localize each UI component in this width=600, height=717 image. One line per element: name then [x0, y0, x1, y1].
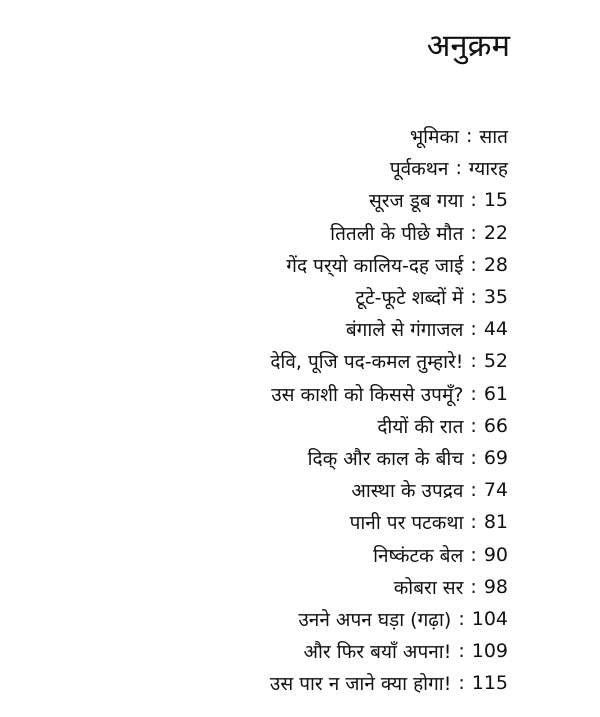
toc-separator: : [470, 446, 477, 469]
toc-separator: : [465, 125, 473, 148]
toc-entry [270, 538, 508, 570]
toc-entry-title: भूमिका [409, 126, 459, 149]
toc-entry-title: दिक् और काल के बीच [307, 447, 464, 470]
toc-entry [270, 442, 508, 474]
toc-separator: : [470, 318, 477, 341]
toc-entry [270, 313, 508, 345]
toc-separator: : [470, 253, 477, 276]
toc-entry-title: देवि, पूजि पद-कमल तुम्हारे! [270, 351, 464, 374]
table-of-contents [270, 120, 508, 699]
toc-separator: : [470, 479, 477, 502]
toc-entry-page: 81 [483, 511, 508, 534]
toc-separator: : [455, 157, 462, 180]
toc-entry-page: 44 [483, 318, 508, 341]
toc-separator: : [470, 382, 477, 405]
toc-separator: : [470, 350, 477, 373]
toc-entry-title: निष्कंटक बेल [373, 544, 464, 567]
toc-entry-page: 74 [483, 479, 508, 502]
toc-entry-title: तितली के पीछे मौत [330, 222, 464, 245]
toc-separator: : [458, 607, 465, 630]
toc-entry-page: 61 [483, 382, 508, 405]
toc-entry-title: सूरज डूब गया [368, 190, 464, 213]
toc-entry [270, 345, 508, 377]
toc-entry-title: पूर्वकथन [389, 158, 449, 181]
toc-entry [270, 635, 508, 667]
toc-entry-title: दीयों की रात [377, 415, 464, 438]
toc-entry-title: बंगाले से गंगाजल [345, 319, 464, 342]
toc-entry-page: 28 [483, 253, 508, 276]
toc-entry [270, 571, 508, 603]
toc-entry [270, 249, 508, 281]
toc-entry-page: 35 [483, 286, 508, 309]
toc-separator: : [470, 543, 477, 566]
page-title: अनुक्रम [426, 28, 510, 64]
toc-entry [270, 474, 508, 506]
toc-entry-title: उस पार न जाने क्या होगा! [269, 673, 452, 696]
toc-separator: : [470, 189, 477, 212]
toc-entry-page: सात [479, 126, 508, 149]
toc-entry [270, 506, 508, 538]
toc-entry-page: 22 [483, 221, 508, 244]
toc-entry [270, 120, 508, 152]
toc-entry-page: 66 [483, 414, 508, 437]
toc-entry-page: 90 [483, 543, 508, 566]
toc-entry-page: ग्यारह [468, 158, 508, 181]
toc-entry-page: 52 [483, 350, 508, 373]
toc-entry [270, 603, 508, 635]
toc-entry [270, 378, 508, 410]
toc-entry-page: 98 [483, 575, 508, 598]
toc-entry [270, 184, 508, 216]
toc-separator: : [470, 221, 477, 244]
toc-entry-page: 69 [483, 446, 508, 469]
toc-separator: : [470, 511, 477, 534]
toc-entry-page: 115 [471, 672, 508, 695]
toc-entry-title: उस काशी को किससे उपमूँ? [271, 383, 464, 406]
toc-separator: : [458, 640, 465, 663]
toc-entry-title: टूटे-फूटे शब्दों में [355, 287, 464, 310]
toc-entry [270, 217, 508, 249]
toc-separator: : [470, 575, 477, 598]
toc-entry-title: और फिर बयाँ अपना! [303, 641, 452, 664]
toc-entry-page: 104 [471, 607, 508, 630]
toc-entry-title: गेंद पर्‌यो कालिय-दह जाई [286, 254, 464, 277]
toc-separator: : [458, 672, 465, 695]
toc-entry [270, 281, 508, 313]
toc-separator: : [470, 286, 477, 309]
toc-entry-title: कोबरा सर [393, 576, 464, 599]
toc-entry-title: उनने अपन घड़ा (गढ़ा) [298, 608, 452, 631]
toc-entry-title: आस्था के उपद्रव [351, 480, 464, 503]
toc-entry [270, 410, 508, 442]
toc-entry [270, 667, 508, 699]
toc-entry [270, 152, 508, 184]
toc-entry-title: पानी पर पटकथा [349, 512, 464, 535]
toc-entry-page: 15 [483, 189, 508, 212]
toc-entry-page: 109 [471, 640, 508, 663]
toc-separator: : [470, 414, 477, 437]
